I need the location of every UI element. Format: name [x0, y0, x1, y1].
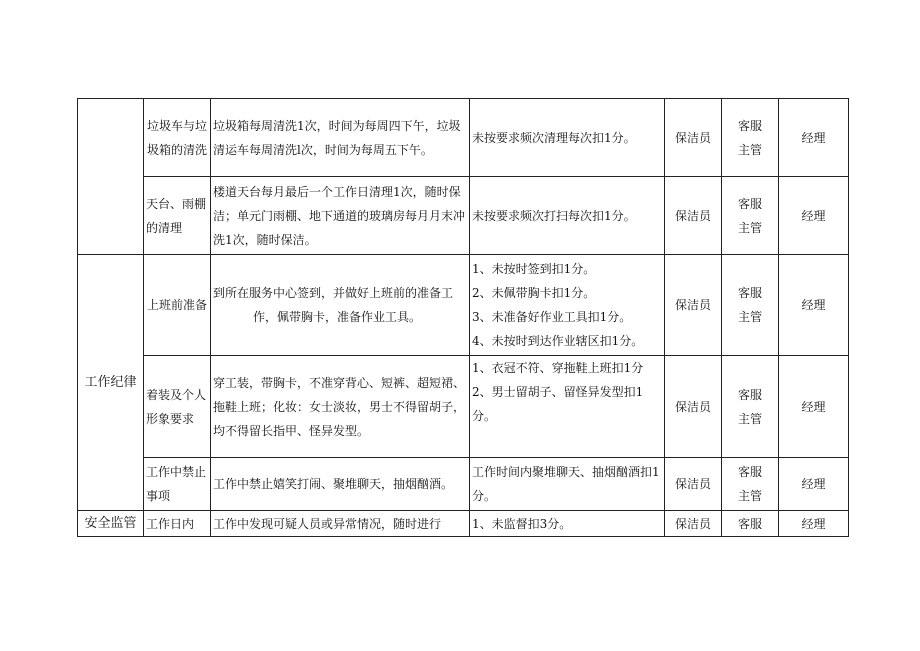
standard-cell: 工作中禁止嬉笑打闹、聚堆聊天，抽烟酗酒。: [211, 458, 470, 511]
executor-cell: 保洁员: [665, 458, 722, 511]
executor-cell: 保洁员: [665, 511, 722, 537]
standard-cell: 穿工装，带胸卡，不准穿背心、短裤、超短裙、拖鞋上班；化妆：女士淡妆，男士不得留胡子，均不得留长指甲、怪异发型。: [211, 356, 470, 458]
table-row: [78, 356, 849, 458]
supervisor-cell: 客服主管: [722, 99, 779, 177]
penalty-line: 1、衣冠不符、穿拖鞋上班扣1分: [472, 361, 644, 375]
penalty-line: 2、未佩带胸卡扣1分。: [472, 286, 596, 300]
penalty-cell: 未按要求频次打扫每次扣1分。: [470, 177, 665, 255]
standard-cell: 楼道天台每月最后一个工作日清理1次，随时保洁；单元门雨棚、地下通道的玻璃房每月月末冲洗1次，随时保洁。: [211, 177, 470, 255]
item-cell: 上班前准备: [144, 255, 211, 356]
reviewer-cell: 经理: [779, 255, 849, 356]
table-row: [78, 255, 849, 356]
supervisor-cell: 客服主管: [722, 255, 779, 356]
penalty-cell: [470, 255, 665, 356]
standard-line: 作，佩带胸卡，准备作业工具。: [253, 310, 422, 324]
category-cell: 工作纪律: [78, 255, 144, 511]
item-cell: 工作中禁止事项: [144, 458, 211, 511]
executor-cell: 保洁员: [665, 255, 722, 356]
penalty-cell: 工作时间内聚堆聊天、抽烟酗酒扣1分。: [470, 458, 665, 511]
category-cell: 安全监管: [78, 511, 144, 537]
table-row: [78, 177, 849, 255]
penalty-cell: 未按要求频次清理每次扣1分。: [470, 99, 665, 177]
penalty-line: 3、未准备好作业工具扣1分。: [472, 310, 632, 324]
supervisor-cell: 客服主管: [722, 177, 779, 255]
executor-cell: 保洁员: [665, 99, 722, 177]
penalty-cell: [470, 356, 665, 458]
reviewer-cell: 经理: [779, 177, 849, 255]
reviewer-cell: 经理: [779, 99, 849, 177]
standard-cell: 垃圾箱每周清洗1次，时间为每周四下午，垃圾清运车每周清洗l次，时间为每周五下午。: [211, 99, 470, 177]
standard-line: 到所在服务中心签到，并做好上班前的准备工: [213, 286, 454, 300]
reviewer-cell: 经理: [779, 511, 849, 537]
reviewer-cell: 经理: [779, 356, 849, 458]
item-cell: 工作日内: [144, 511, 211, 537]
table-row: [78, 458, 849, 511]
supervisor-cell: 客服主管: [722, 458, 779, 511]
standards-table: [77, 98, 849, 537]
table-row: [78, 99, 849, 177]
item-cell: 天台、雨棚的清理: [144, 177, 211, 255]
penalty-cell: 1、未监督扣3分。: [470, 511, 665, 537]
standard-cell: [211, 255, 470, 356]
executor-cell: 保洁员: [665, 356, 722, 458]
penalty-line: 1、未按时签到扣1分。: [472, 262, 596, 276]
penalty-line: 2、男士留胡子、留怪异发型扣1分。: [472, 385, 644, 423]
penalty-line: 4、未按时到达作业辖区扣1分。: [472, 334, 644, 348]
standard-cell: 工作中发现可疑人员或异常情况，随时进行: [211, 511, 470, 537]
table-row: [78, 511, 849, 537]
item-cell: 着装及个人形象要求: [144, 356, 211, 458]
supervisor-cell: 客服: [722, 511, 779, 537]
supervisor-cell: 客服主管: [722, 356, 779, 458]
executor-cell: 保洁员: [665, 177, 722, 255]
category-cell-empty: [78, 99, 144, 255]
item-cell: 垃圾车与垃圾箱的清洗: [144, 99, 211, 177]
reviewer-cell: 经理: [779, 458, 849, 511]
